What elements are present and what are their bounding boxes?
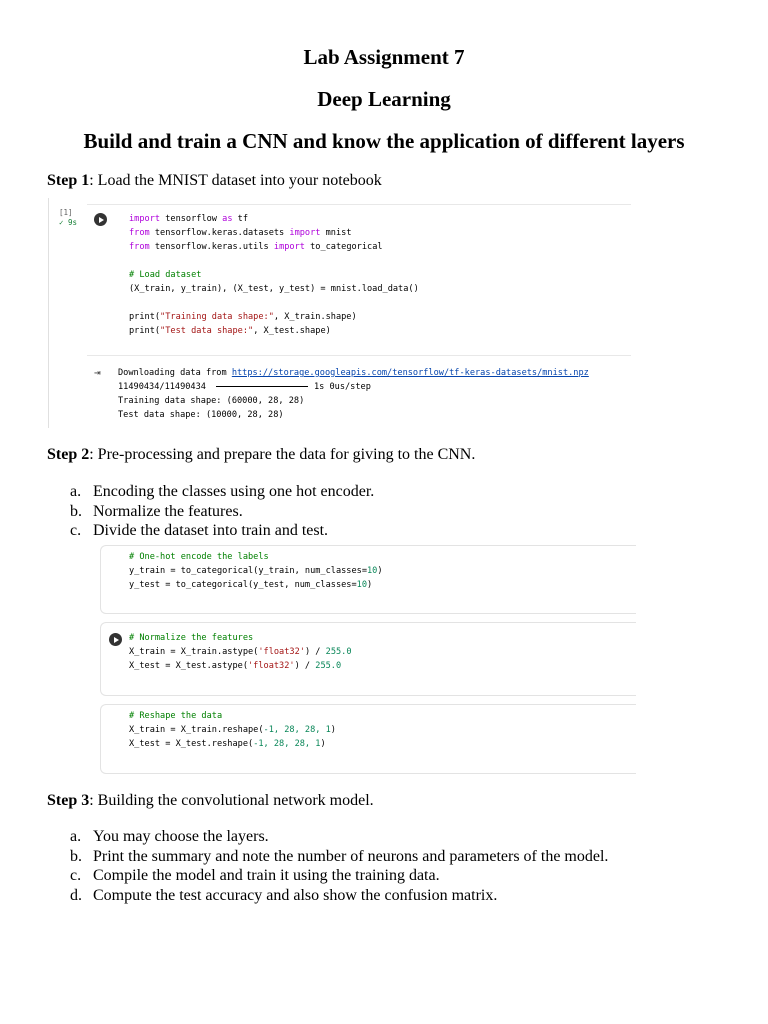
code-cell-load-data[interactable] (48, 198, 631, 428)
step-2 (47, 445, 475, 465)
code-block[interactable]: # Reshape the data X_train = X_train.reshape(-1, 28, 28, 1) X_test = X_test.reshape(-1, 28, 28, 1) (129, 711, 336, 749)
document-title: Lab Assignment 7 (303, 45, 465, 69)
step-3 (47, 791, 374, 811)
execution-count: [1] (59, 208, 73, 217)
step-1-text: : Load the MNIST dataset into your notebook (89, 172, 382, 189)
list-item: a. Encoding the classes using one hot encoder. (70, 483, 375, 500)
run-cell-icon[interactable] (94, 213, 107, 226)
document-heading: Build and train a CNN and know the application of different layers (83, 129, 685, 153)
progress-bar (216, 386, 308, 387)
code-block[interactable]: import tensorflow as tf from tensorflow.keras.datasets import mnist from tensorflow.keras.utils import to_categorical # Load dataset (X_train, y_train), (X_test, y_test) = mnist.load_data() print("Training data shape:", X_train.shape) print("Test data shape:", X_test.shape) (129, 214, 419, 336)
code-cell-reshape[interactable] (100, 704, 636, 774)
run-status: ✓ 9s (59, 218, 78, 227)
run-cell-icon[interactable] (109, 633, 122, 646)
list-item: b. Normalize the features. (70, 502, 243, 520)
step-2-text: : Pre-processing and prepare the data for giving to the CNN. (89, 446, 476, 463)
code-block[interactable]: # Normalize the features X_train = X_train.astype('float32') / 255.0 X_test = X_test.astype('float32') / 255.0 (129, 633, 352, 671)
list-item: d. Compute the test accuracy and also show the confusion matrix. (70, 886, 498, 904)
dataset-link[interactable]: https://storage.googleapis.com/tensorflow/tf-keras-datasets/mnist.npz (231, 368, 589, 378)
cell-output: Downloading data from https://storage.googleapis.com/tensorflow/tf-keras-datasets/mnist.npz 11490434/11490434 1s 0us/step Training data shape: (60000, 28, 28) Test data shape: (10000, 28, 28) (118, 368, 589, 420)
step-2-label: Step 2 (47, 446, 90, 463)
code-cell-one-hot[interactable] (100, 545, 636, 614)
output-toggle-icon[interactable]: ⇥ (94, 366, 101, 379)
step-3-label: Step 3 (47, 792, 90, 809)
cell-gutter (59, 208, 77, 228)
step-2-list (70, 482, 374, 541)
code-cell-normalize[interactable] (100, 622, 636, 696)
step-3-list (70, 827, 608, 905)
list-item: c. Divide the dataset into train and test. (70, 522, 329, 539)
step-1 (47, 171, 382, 191)
step-1-label: Step 1 (47, 172, 90, 189)
document-subtitle: Deep Learning (317, 87, 451, 111)
list-item: c. Compile the model and train it using the training data. (70, 867, 440, 884)
list-item: b. Print the summary and note the number of neurons and parameters of the model. (70, 847, 609, 865)
list-item: a. You may choose the layers. (70, 828, 269, 845)
code-block[interactable]: # One-hot encode the labels y_train = to_categorical(y_train, num_classes=10) y_test = to_categorical(y_test, num_classes=10) (129, 552, 383, 590)
step-3-text: : Building the convolutional network model. (89, 792, 374, 809)
